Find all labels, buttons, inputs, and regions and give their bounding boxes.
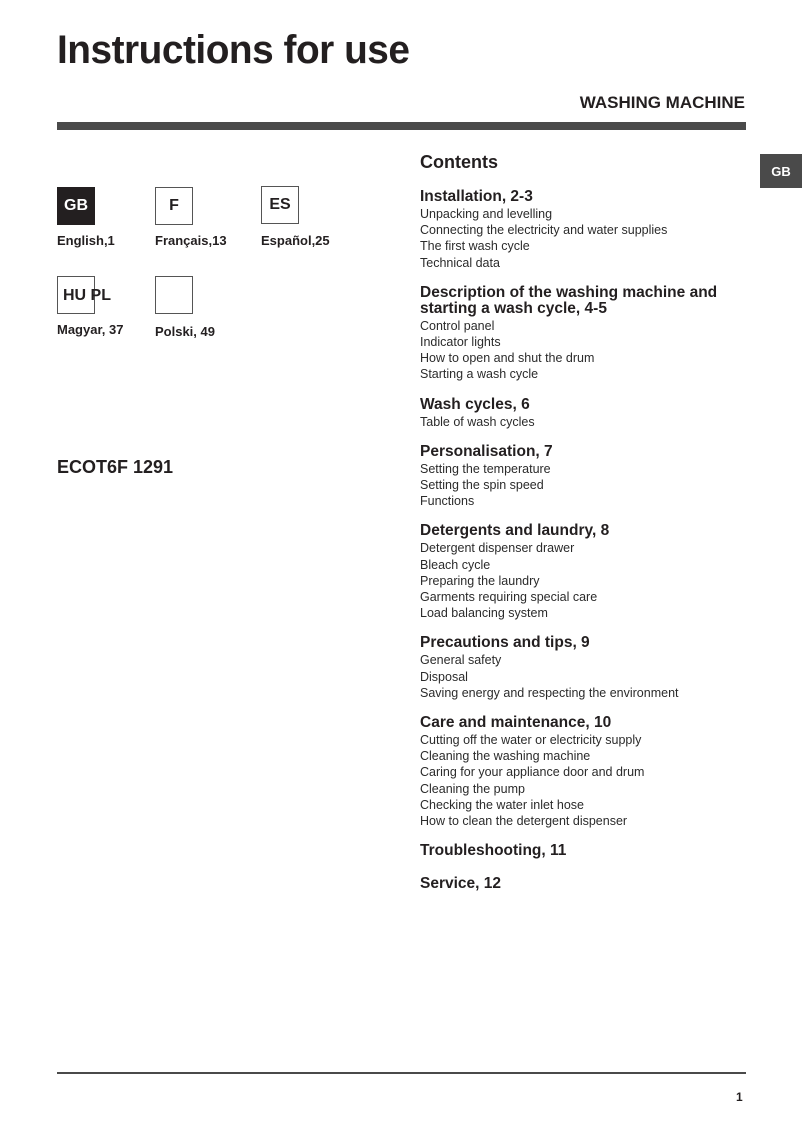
toc-item[interactable]: Load balancing system [420, 606, 548, 621]
toc-item[interactable]: Cleaning the washing machine [420, 749, 591, 764]
toc-item[interactable]: Setting the temperature [420, 461, 551, 476]
toc-item[interactable]: General safety [420, 653, 502, 668]
toc-item[interactable]: Checking the water inlet hose [420, 797, 584, 812]
language-code-box: F [155, 187, 193, 225]
toc-section-service[interactable] [420, 876, 750, 892]
toc-item[interactable]: Indicator lights [420, 335, 501, 350]
toc-item[interactable]: Connecting the electricity and water supplies [420, 223, 668, 238]
toc-item[interactable]: Detergent dispenser drawer [420, 541, 575, 556]
header-rule [57, 122, 746, 130]
toc-item[interactable]: Caring for your appliance door and drum [420, 765, 645, 780]
language-code-box: ES [261, 186, 299, 224]
toc-item[interactable]: Preparing the laundry [420, 573, 540, 588]
language-polish[interactable] [155, 276, 265, 339]
toc-item[interactable]: How to open and shut the drum [420, 351, 595, 366]
toc-section-precautions[interactable] [420, 635, 750, 701]
document-title: Instructions for use [57, 28, 410, 72]
toc-item[interactable]: The first wash cycle [420, 239, 530, 254]
page-number: 1 [736, 1090, 743, 1104]
footer-rule [57, 1072, 746, 1074]
toc-item[interactable]: Cutting off the water or electricity supply [420, 733, 642, 748]
toc-item[interactable]: Unpacking and levelling [420, 207, 553, 221]
language-label: English,1 [57, 233, 115, 248]
toc-section-detergents[interactable] [420, 523, 750, 621]
model-number: ECOT6F 1291 [57, 457, 174, 477]
language-hungarian[interactable] [57, 276, 167, 337]
toc-item[interactable]: Starting a wash cycle [420, 367, 539, 382]
language-spanish[interactable] [261, 186, 371, 248]
toc-section-title[interactable]: Care and maintenance, 10 [420, 714, 612, 732]
product-type: WASHING MACHINE [579, 93, 745, 112]
toc-section-title[interactable]: Installation, 2-3 [420, 188, 533, 205]
language-label: Polski, 49 [155, 324, 215, 339]
toc-section-wash-cycles[interactable] [420, 397, 750, 430]
language-english[interactable] [57, 187, 167, 248]
toc-section-title[interactable]: Personalisation, 7 [420, 442, 553, 460]
language-label: Français,13 [155, 233, 227, 248]
toc-section-personalisation[interactable] [420, 444, 750, 510]
toc-item[interactable]: Saving energy and respecting the environment [420, 685, 679, 700]
toc-section-care[interactable] [420, 715, 750, 829]
toc-item[interactable]: Functions [420, 494, 475, 509]
toc-item[interactable]: Disposal [420, 669, 468, 684]
toc-item[interactable]: Garments requiring special care [420, 590, 598, 605]
language-code-box: GB [57, 187, 95, 225]
contents-heading: Contents [420, 152, 498, 172]
language-code-box [155, 276, 193, 314]
toc-item[interactable]: Table of wash cycles [420, 414, 535, 429]
toc-section-title[interactable]: Troubleshooting, 11 [420, 842, 567, 860]
language-french[interactable] [155, 187, 265, 248]
toc-section-installation[interactable] [420, 189, 750, 271]
toc-section-title[interactable]: Description of the washing machine and starting a wash cycle, 4-5 [420, 283, 718, 317]
toc-item[interactable]: Cleaning the pump [420, 781, 525, 796]
toc-section-title[interactable]: Precautions and tips, 9 [420, 634, 590, 652]
toc-item[interactable]: Technical data [420, 255, 500, 270]
toc-section-troubleshooting[interactable] [420, 843, 750, 859]
toc-item[interactable]: Bleach cycle [420, 557, 491, 572]
overlapping-language-codes: HU PL [63, 287, 111, 304]
toc-section-title[interactable]: Wash cycles, 6 [420, 395, 530, 413]
toc-item[interactable]: Setting the spin speed [420, 478, 544, 493]
toc-section-description[interactable] [420, 285, 750, 383]
language-side-tab: GB [760, 154, 802, 188]
toc-item[interactable]: Control panel [420, 318, 495, 333]
language-label: Español,25 [261, 233, 330, 248]
toc-item[interactable]: How to clean the detergent dispenser [420, 814, 628, 829]
toc-section-title[interactable]: Detergents and laundry, 8 [420, 522, 610, 540]
toc-section-title[interactable]: Service, 12 [420, 875, 502, 893]
language-label: Magyar, 37 [57, 322, 124, 337]
table-of-contents [420, 151, 750, 909]
